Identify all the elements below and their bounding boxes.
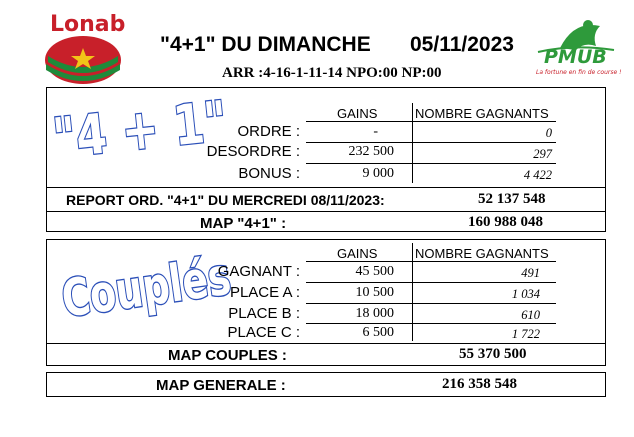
arrival-line: ARR :4-16-1-11-14 NPO:00 NP:00	[222, 65, 442, 81]
row-underline	[306, 303, 556, 304]
row-gain-place-a: 10 500	[355, 285, 394, 300]
col-divider	[412, 243, 413, 341]
pmub-logo-text: PMUB	[544, 46, 607, 68]
page-title: "4+1" DU DIMANCHE	[160, 33, 371, 56]
row-label-ordre: ORDRE :	[237, 123, 300, 140]
row-winners-bonus: 4 422	[523, 168, 552, 182]
row-gain-place-b: 18 000	[355, 306, 394, 321]
row-label-gagnant: GAGNANT :	[217, 263, 300, 280]
lonab-logo	[40, 12, 126, 86]
divider	[46, 211, 606, 212]
row-label-place-b: PLACE B :	[228, 305, 300, 322]
row-underline	[306, 163, 556, 164]
map-generale-label: MAP GENERALE :	[156, 377, 286, 394]
map-4plus1-value: 160 988 048	[468, 214, 543, 230]
pmub-tagline: La fortune en fin de course !	[536, 69, 622, 76]
row-underline	[306, 282, 556, 283]
col-winners-header: NOMBRE GAGNANTS	[415, 246, 549, 261]
map-couples-value: 55 370 500	[459, 346, 527, 362]
row-winners-place-a: 1 034	[511, 287, 540, 301]
header-underline	[306, 121, 556, 122]
row-winners-place-c: 1 722	[511, 327, 540, 341]
row-label-bonus: BONUS :	[238, 165, 300, 182]
lonab-logo-text: Lonab	[50, 12, 126, 37]
row-underline	[306, 142, 556, 143]
report-label: REPORT ORD. "4+1" DU MERCREDI 08/11/2023:	[66, 192, 385, 208]
map-generale-box	[46, 372, 606, 397]
row-underline	[306, 323, 556, 324]
draw-date: 05/11/2023	[410, 33, 514, 56]
map-couples-label: MAP COUPLES :	[168, 347, 287, 364]
row-gain-ordre: -	[373, 124, 378, 139]
map-4plus1-label: MAP "4+1" :	[200, 215, 287, 232]
header-underline	[306, 261, 556, 262]
row-winners-gagnant: 491	[521, 266, 540, 280]
4plus1-deco-label: "4 + 1"	[50, 89, 231, 172]
map-generale-value: 216 358 548	[442, 376, 517, 392]
couples-deco-label: Couplés	[58, 246, 235, 329]
row-label-desordre: DESORDRE :	[206, 143, 300, 160]
row-winners-desordre: 297	[533, 147, 552, 161]
row-gain-desordre: 232 500	[348, 144, 394, 159]
pmub-logo	[530, 16, 622, 82]
row-winners-ordre: 0	[545, 126, 552, 140]
report-value: 52 137 548	[478, 191, 546, 207]
divider	[46, 187, 606, 188]
row-gain-place-c: 6 500	[362, 325, 394, 340]
row-label-place-a: PLACE A :	[229, 284, 300, 301]
col-divider	[412, 103, 413, 183]
row-gain-gagnant: 45 500	[355, 264, 394, 279]
row-gain-bonus: 9 000	[362, 166, 394, 181]
col-winners-header: NOMBRE GAGNANTS	[415, 106, 549, 121]
row-winners-place-b: 610	[521, 308, 540, 322]
divider	[46, 343, 606, 344]
col-gains-header: GAINS	[337, 246, 378, 261]
row-label-place-c: PLACE C :	[227, 324, 300, 341]
col-gains-header: GAINS	[337, 106, 378, 121]
